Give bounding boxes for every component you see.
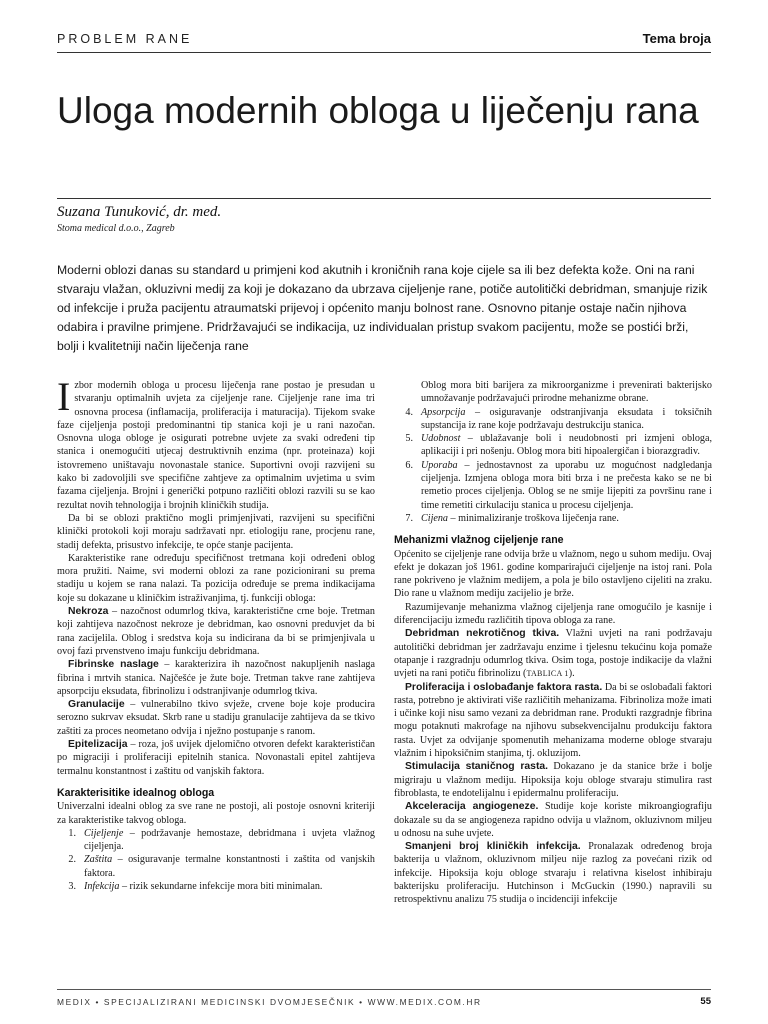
definition-fibrin: Fibrinske naslage – karakterizira ih nazočnost nakupljenih naslaga fibrina i mrtvih stanica. Najčešće je žute boje. Tretman takve rane zahtijeva apsorpciju eksudata, fibrinolizu i odstranjivanje odumrlog tkiva. [57, 659, 375, 697]
list-item: Oblog mora biti barijera za mikroorganizme i prevenirati bakterijsko umnožavanje podržavajući prirodne mehanizme obrane. [421, 380, 712, 405]
left-column [57, 379, 375, 975]
body-paragraph: Univerzalni idealni oblog za sve rane ne postoji, ali postoje osnovni kriteriji za karakteristike takvog obloga. [57, 801, 375, 826]
list-item: 4. Apsorpcija – osiguravanje odstranjivanja eksudata i toksičnih supstancija iz rane koje podržavaju destrukciju stanica. [405, 406, 712, 431]
right-column [394, 379, 712, 975]
body-paragraph: Da bi se oblozi praktično mogli primjenjivati, razvijeni su specifični klinički protokoli koji moraju sadržavati npr. etiologiju rane, procjenu rane, stadij defekta, prisustvo infekcije, te opće stanje pacijenta. [57, 512, 375, 551]
definition-nekroza: Nekroza – nazočnost odumrlog tkiva, karakteristične crne boje. Tretman koji zahtijeva nazočnost nekroze je debridman, kao osnovni preduvjet da bi rana zacijelila. Oblog i sredstva koja su indicirana da bi se primjenjivala u ovoj fazi prvenstveno imaju funkciju debridmana. [57, 606, 375, 657]
table-reference: TABLICA 1 [526, 669, 569, 679]
criteria-list-continued [394, 379, 712, 525]
list-item: 7. Cijena – minimaliziranje troškova liječenja rane. [405, 512, 619, 524]
stimulacija-paragraph: Stimulacija staničnog rasta. Dokazano je da stanice brže i bolje migriraju u vlažnom mediju. Hipoksija koju obloge stvaraju stimulira rast fibroblasta, te endotelijalnu i epidermalnu proliferaciju. [394, 761, 712, 799]
drop-cap: I [57, 379, 71, 419]
section-label: PROBLEM RANE [57, 32, 193, 46]
section-heading: Karakterisitike idealnog obloga [57, 786, 215, 799]
body-paragraph: Karakteristike rane određuju specifičnost tretmana koji određeni oblog mora pružiti. Naime, svi moderni oblozi za rane pozicionirani su prema stadiju u kojem se rana nalazi. Ta pozicija određuje se prema indikacijama koje su dokazane u kliničkim istraživanjima, tj. funkciji obloga: [57, 552, 375, 604]
author-affiliation: Stoma medical d.o.o., Zagreb [57, 223, 175, 234]
definition-granulacije: Granulacije – vulnerabilno tkivo svježe, crvene boje koje producira serozno sukrvav eksudat. Skrb rane u stadiju granulacije zahtijeva da se tkivo zaštiti za proces neometano odvija i nježno postupanje s ranom. [57, 699, 375, 737]
infekcije-paragraph: Smanjeni broj kliničkih infekcija. Pronalazak određenog broja bakterija u vlažnom, okluzivnom miljeu nije razlog za povećani rizik od infekcije. Hipoksija koju obloge stvaraju i relativna kiselost inhibiraju bakterijsku proliferaciju. Hutchinson i McGuckin (1990.) napravili su retrospektivnu analizu 75 studija o incidenciji infekcije [394, 841, 712, 906]
header-rule [57, 52, 711, 53]
article-title: Uloga modernih obloga u liječenju rana [57, 90, 699, 131]
issue-topic-label: Tema broja [642, 31, 711, 46]
list-item: 2. Zaštita – osiguravanje termalne konstantnosti i zaštita od vanjskih faktora. [68, 854, 375, 879]
list-item: 3. Infekcija – rizik sekundarne infekcije mora biti minimalan. [68, 880, 323, 892]
intro-paragraph: Izbor modernih obloga u procesu liječenja rane postao je presudan u stvaranju optimalnih uvjeta za cijeljenje rane. Cijeljenje rane ima tri osnovna procesa (inflamacija, proliferacija i maturacija). Tijekom svake faze cijeljenja postoji predominantni tip stanica koji je u rani nazočan. Osnovna uloga obloge je osigurati potrebne uvjete za svaki određeni tip stanica i onemogućiti utjecaj destruktivnih enzima (npr. proteinaza) koji istovremeno uništavaju novonastale stanice. Suportivni ovoji razvijeni su kako bi zadovoljili sve specifične zahtjeve za optimalnim uvjetima u svim fazama cijeljenja. Brojni i generički potpuno različiti oblozi razvili su se kao rezultat novih tehnologija i brojnih kliničkih studija. [57, 379, 375, 511]
debridman-paragraph: Debridman nekrotičnog tkiva. Vlažni uvjeti na rani podržavaju autolitički debridman jer zadržavaju enzime i tjelesnu tekućinu koja pomaže otapanje i razgradnju odumrlog tkiva. Osim toga, postoje indikacije da vlažni uvjeti na rani potiču fibrinolizu (TABLICA 1). [394, 628, 712, 680]
footer-rule [57, 989, 711, 990]
body-paragraph: Općenito se cijeljenje rane odvija brže u vlažnom, nego u suhom mediju. Ovaj efekt je dokazan još 1961. godine komparirajući cijeljenje na istoj rani. Pola rane pokriveno je vlažnim medijem, a pola je bilo ostavljeno cijeliti na zraku. Dio rane u vlažnom mediju zacijelio je brže. [394, 548, 712, 600]
page-number: 55 [700, 996, 711, 1007]
criteria-list [57, 827, 375, 893]
list-item: 6. Uporaba – jednostavnost za uporabu uz mogućnost nadgledanja cijeljenja. Izmjena obloga mora biti brza i ne prečesta kako se ne bi remetio proces cijeljenja. Oblog se ne smije lijepiti za površinu rane i time remetiti cirkulaciju stanica u procesu cijeljenja. [405, 459, 712, 511]
definition-epitelizacija: Epitelizacija – roza, još uvijek djelomično otvoren defekt karakterističan po migraciji i proliferaciji epitelnih stanica. Novonastali epitel zahtijeva termalnu konstantnost i zaštitu od vanjskih faktora. [57, 739, 375, 777]
list-item: 1. Cijeljenje – podržavanje hemostaze, debridmana i uvjeta vlažnog cijeljenja. [68, 827, 375, 853]
title-rule [57, 198, 711, 199]
body-paragraph: Razumijevanje mehanizma vlažnog cijeljenja rane omogućilo je kasnije i diferencijaciju između različitih tipova obloga za rane. [394, 601, 712, 627]
akceleracija-paragraph: Akceleracija angiogeneze. Studije koje koriste mikroangiografiju dokazale su da se angiogeneza rapidno odvija u vlažnom, okluzivnom miljeu u odnosu na suhe uvjete. [394, 801, 712, 839]
author-name: Suzana Tunuković, dr. med. [57, 204, 222, 220]
abstract: Moderni oblozi danas su standard u primjeni kod akutnih i kroničnih rana koje cijele sa ili bez defekta kože. Oni na rani stvaraju vlažan, okluzivni medij za koji je dokazano da ubrzava cijeljenje rane, potiče autolitički debridman, smanjuje rizik od infekcije i pruža pacijentu atraumatski prijevoj i općenito manju bolnost rane. Osnovno pitanje ostaje način njihova odabira i pravilne primjene. Pridržavajući se indikacija, uz individualan pristup svakom pacijentu, može se postići brži, bolji i kvalitetniji način liječenja rane [57, 263, 708, 353]
proliferacija-paragraph: Proliferacija i oslobađanje faktora rasta. Da bi se oslobađali faktori rasta, potrebno je aktivirati više različitih mehanizama. Fibrinoliza može imati i učinke koji nisu samo vezani za debridman rane. Produkti razgradnje fibrina mogu potaknuti makrofage na njihovu subsekvencijalnu produkciju faktora rasta. Uvjet za odvijanje spomenutih mehanizama moderne obloge stvaraju vlažnim i hipoksičnim stanjima, tj. okluzijom. [394, 681, 712, 760]
journal-footer: MEDIX • SPECIJALIZIRANI MEDICINSKI DVOMJESEČNIK • WWW.MEDIX.COM.HR [57, 997, 482, 1007]
list-item: 5. Udobnost – ublažavanje boli i neudobnosti pri izmjeni obloga, aplikaciji i pri nošenju. Oblog mora biti hipoalergičan i biorazgradiv. [405, 433, 712, 458]
section-heading: Mehanizmi vlažnog cijeljenje rane [394, 534, 564, 547]
